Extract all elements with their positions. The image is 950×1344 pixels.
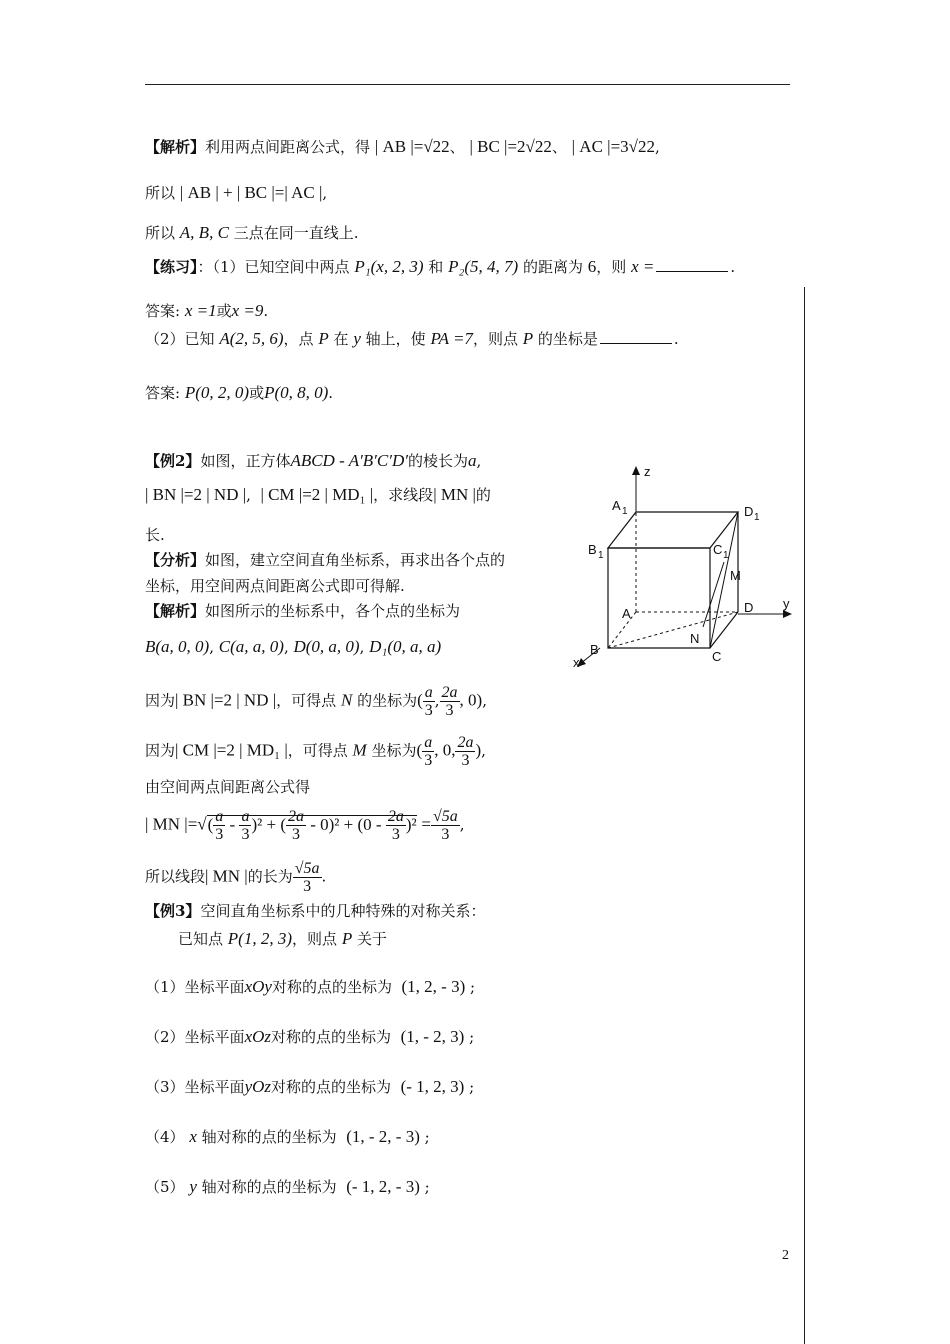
practice-line-2: （2）已知 A(2, 5, 6)，点 P 在 y 轴上，使 PA =7，则点 P 的坐标是 . [145,329,679,348]
label-y: y [783,596,790,611]
svg-text:1: 1 [622,506,628,517]
answer-2: 答案: P(0, 2, 0)或P(0, 8, 0). [145,383,334,402]
label-B1: B [588,542,597,557]
practice-line-1: 【练习】：（1）已知空间中两点 P₁(x, 2, 3) 和 P₂(5, 4, 7) 的距离为 6，则 x = . [145,257,736,276]
margin-rule [804,287,805,1344]
m-coord-line: 因为| CM |=2 | MD₁ |，可得点 M 坐标为( $\frac{a}{3}$ , 0, $\frac{2a}{3}$ ), [145,734,486,769]
solution2-line-1: 【解析】如图所示的坐标系中，各个点的坐标为 [145,602,461,620]
label-D: D [744,600,754,615]
label-C1: C [713,542,723,557]
analysis-line-1: 【分析】如图，建立空间直角坐标系，再求出各个点的 [145,551,506,569]
coords-line: B(a, 0, 0), C(a, a, 0), D(0, a, 0), D₁(0, a, a) [145,637,442,656]
example2-line-3: 长. [145,526,165,544]
sym-item-5: （5） y 轴对称的点的坐标为 (- 1, 2, - 3) ; [145,1177,430,1196]
formula-intro: 由空间两点间距离公式得 [145,778,311,796]
label-C: C [712,649,722,664]
label-D1: D [744,504,754,519]
label-z: z [644,464,651,479]
solution-line-3: 所以 A, B, C 三点在同一直线上. [145,223,359,242]
page-number: 2 [782,1248,789,1263]
header-rule [145,84,790,85]
example3-line-2: 已知点 P(1, 2, 3)，则点 P 关于 [178,929,387,948]
label-x: x [573,655,580,670]
sym-item-2: （2）坐标平面xOz对称的点的坐标为 (1, - 2, 3) ; [145,1027,475,1046]
label-A: A [622,606,631,621]
answer-blank-2[interactable] [600,329,672,344]
n-coord-line: 因为| BN |=2 | ND |，可得点 N 的坐标为( $\frac{a}{3}$ , $\frac{2a}{3}$ , 0), [145,684,487,719]
label-M: M [730,568,741,583]
analysis-line-2: 坐标，用空间两点间距离公式即可得解. [145,577,405,595]
sym-item-4: （4） x 轴对称的点的坐标为 (1, - 2, - 3) ; [145,1127,430,1146]
mn-formula: | MN |=√( $\frac{a}{3}$ - $\frac{a}{3}$ )² + ( $\frac{2a}{3}$ - 0)² + (0 - $\frac{2a}{3}$ )² = $\frac{√5a}{3}$ , [145,808,465,843]
label-B: B [590,642,599,657]
label-A1: A [612,498,621,513]
svg-text:1: 1 [723,550,729,561]
sym-item-3: （3）坐标平面yOz对称的点的坐标为 (- 1, 2, 3) ; [145,1077,475,1096]
example2-line-1: 【例2】如图，正方体ABCD - A′B′C′D′的棱长为a, [145,451,482,470]
svg-text:1: 1 [598,550,604,561]
label-N: N [690,631,700,646]
solution-line-2: 所以 | AB | + | BC |=| AC |, [145,183,328,202]
answer-blank-1[interactable] [656,257,728,272]
sym-item-1: （1）坐标平面xOy对称的点的坐标为 (1, 2, - 3) ; [145,977,476,996]
solution-line-1: 【解析】利用两点间距离公式，得 | AB |=√22、 | BC |=2√22、 | AC |=3√22, [145,137,660,156]
answer-1: 答案: x =1或x =9. [145,301,269,320]
example2-line-2: | BN |=2 | ND |, | CM |=2 | MD₁ |，求线段| MN |的 [145,485,491,504]
cube-figure [570,462,800,672]
y-arrow [783,610,792,618]
svg-text:1: 1 [754,512,760,523]
z-arrow [632,466,640,475]
example3-line-1: 【例3】空间直角坐标系中的几种特殊的对称关系： [145,902,486,920]
result-line: 所以线段| MN |的长为 $\frac{√5a}{3}$ . [145,860,327,895]
